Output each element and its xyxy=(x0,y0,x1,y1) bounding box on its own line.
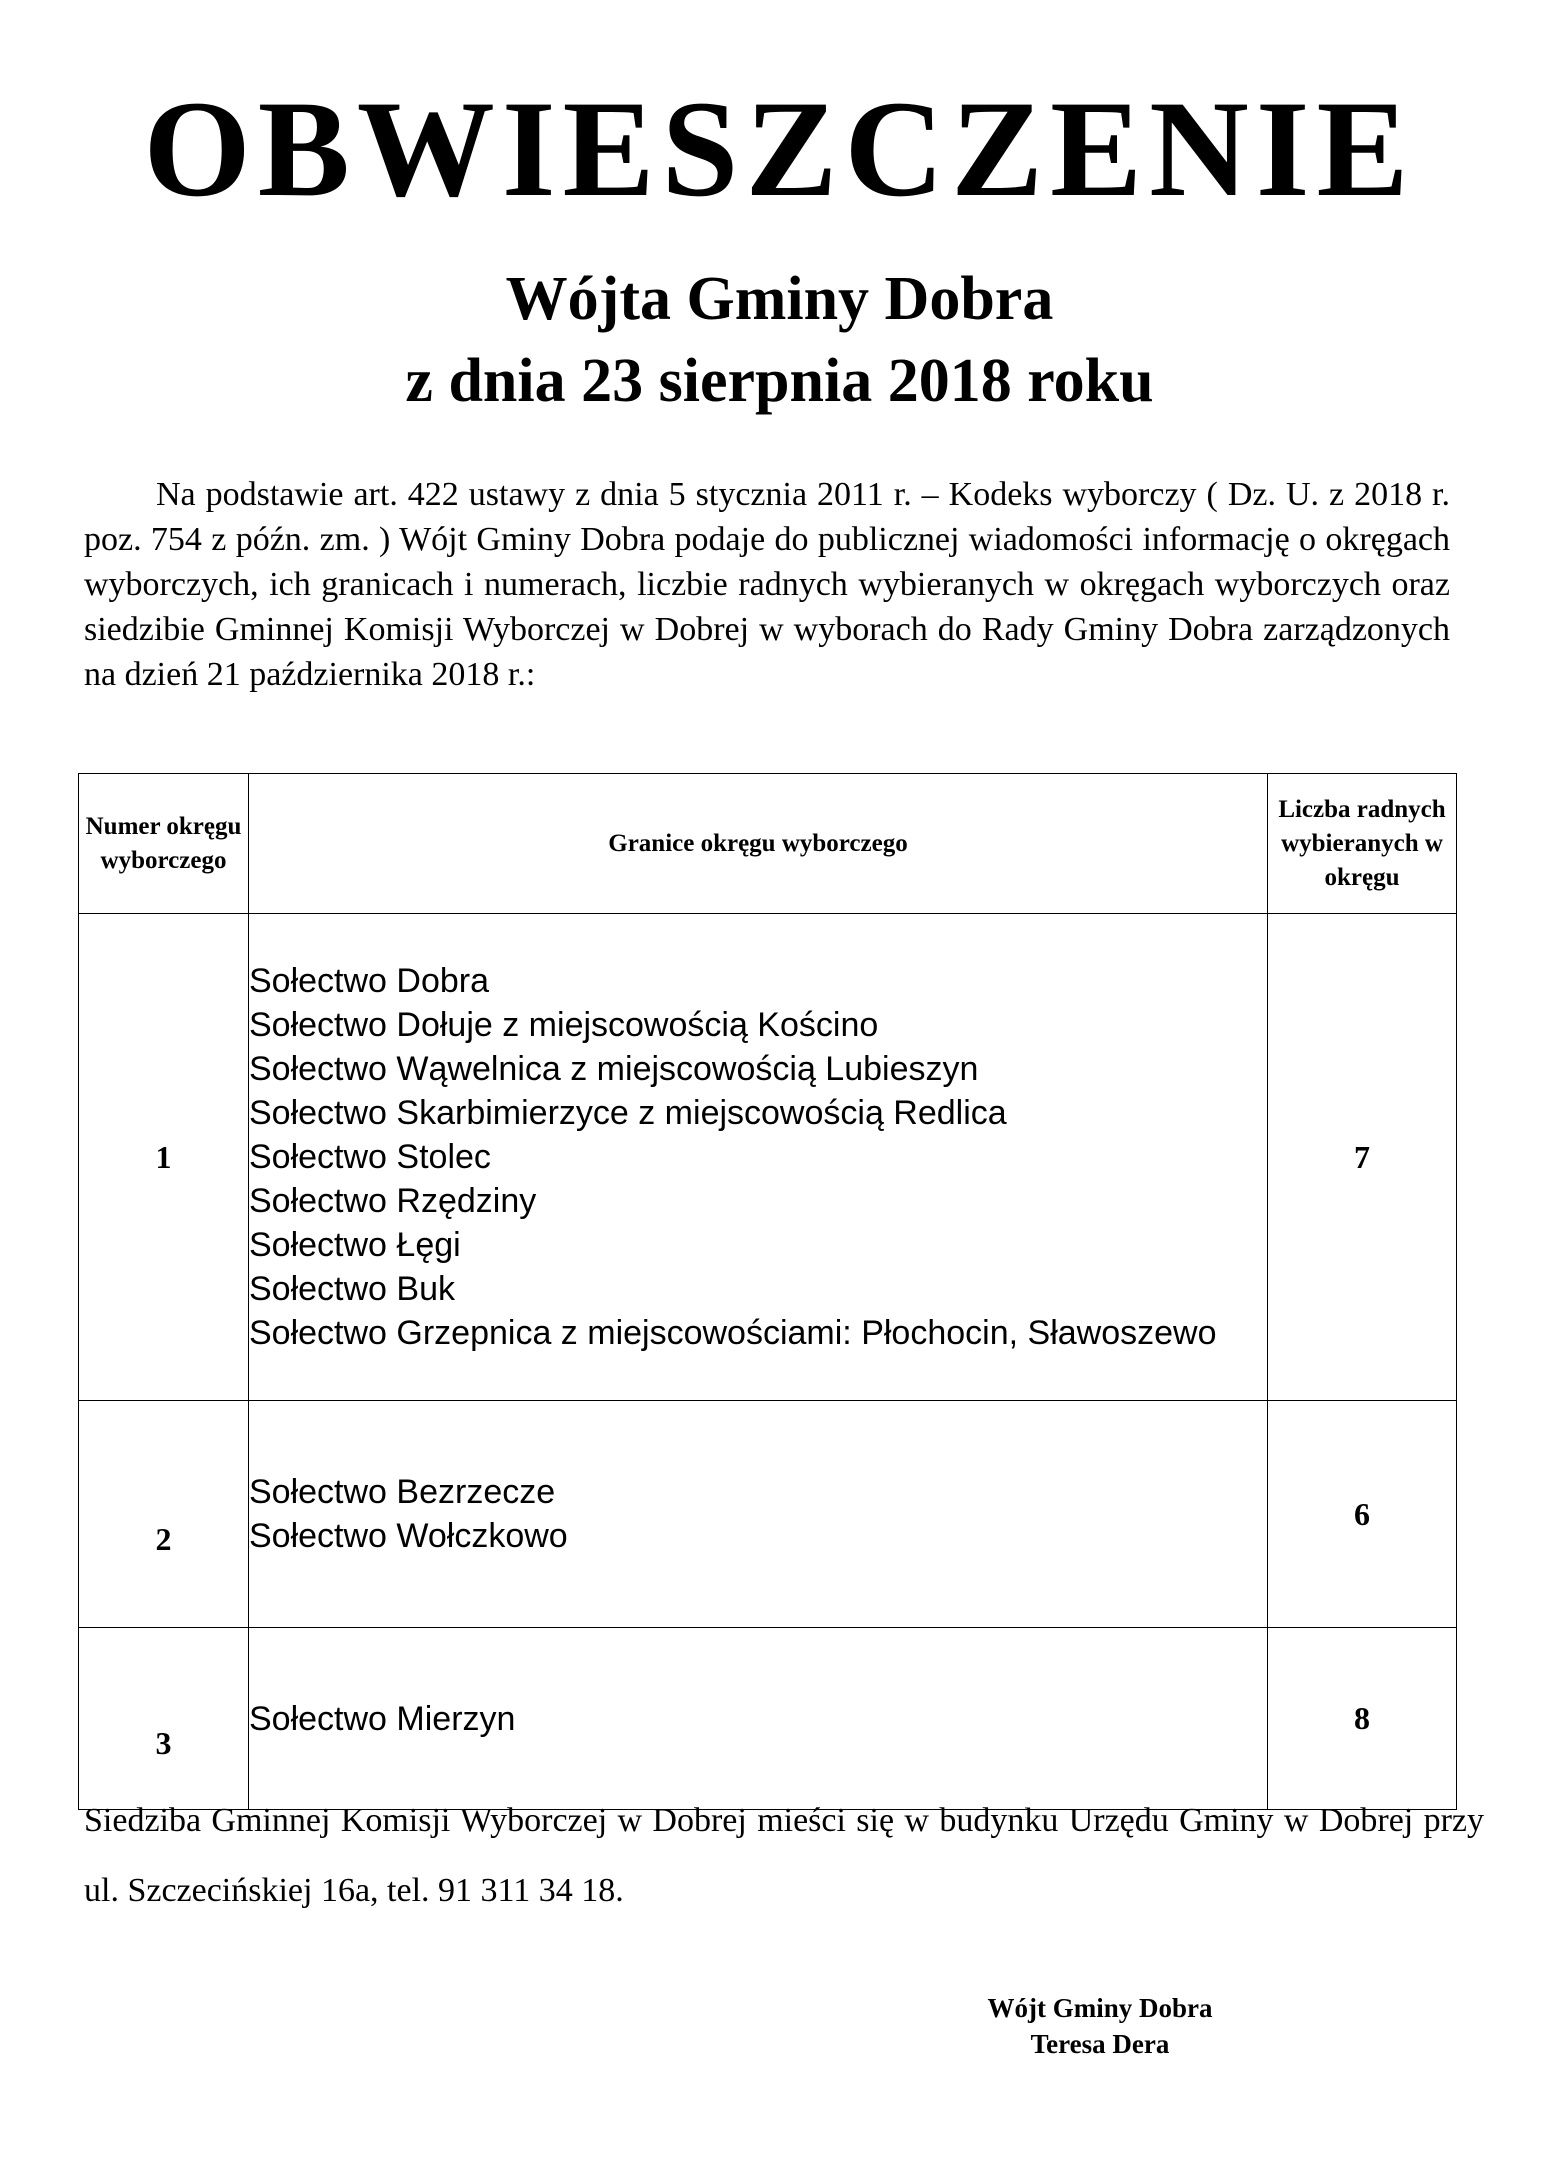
district-areas xyxy=(249,914,1268,1401)
table-header-row xyxy=(79,774,1457,914)
councillors-count: 7 xyxy=(1268,914,1457,1401)
district-areas xyxy=(249,1628,1268,1810)
header-councillors-count: Liczba radnych wybieranych w okręgu xyxy=(1268,774,1457,914)
councillors-count: 6 xyxy=(1268,1401,1457,1628)
area-item: Sołectwo Dołuje z miejscowością Kościno xyxy=(249,1006,879,1044)
intro-paragraph: Na podstawie art. 422 ustawy z dnia 5 stycznia 2011 r. – Kodeks wyborczy ( Dz. U. z 2018 r. poz. 754 z późn. zm. ) Wójt Gminy Dobra podaje do publicznej wiadomości informację o okręgach wyborczych, ich granicach i numerach, liczbie radnych wybieranych w okręgach wyborczych oraz siedzibie Gminnej Komisji Wyborczej w Dobrej w wyborach do Rady Gminy Dobra zarządzonych na dzień 21 października 2018 r.: xyxy=(84,476,1450,693)
area-item: Sołectwo Wąwelnica z miejscowością Lubieszyn xyxy=(249,1050,979,1088)
table-row xyxy=(79,1628,1457,1810)
councillors-count: 8 xyxy=(1268,1628,1457,1810)
table-row xyxy=(79,1401,1457,1628)
signature-title: Wójt Gminy Dobra xyxy=(987,1993,1213,2023)
document-title: OBWIESZCZENIE xyxy=(143,72,1416,225)
area-item: Sołectwo Dobra xyxy=(249,962,490,1000)
area-item: Sołectwo Łęgi xyxy=(249,1226,461,1264)
area-item: Sołectwo Buk xyxy=(249,1270,455,1308)
district-number: 2 xyxy=(79,1401,249,1628)
table-row xyxy=(79,914,1457,1401)
district-number: 1 xyxy=(79,914,249,1401)
area-item: Sołectwo Rzędziny xyxy=(249,1182,537,1220)
area-item: Sołectwo Mierzyn xyxy=(249,1699,516,1738)
document-subtitle-date: z dnia 23 sierpnia 2018 roku xyxy=(405,347,1154,415)
area-item: Sołectwo Grzepnica z miejscowościami: Płochocin, Sławoszewo xyxy=(249,1314,1217,1352)
area-item: Sołectwo Bezrzecze xyxy=(249,1473,556,1511)
signature-block xyxy=(850,1990,1350,2062)
district-areas xyxy=(249,1401,1268,1628)
area-item: Sołectwo Stolec xyxy=(249,1138,491,1176)
area-item: Sołectwo Wołczkowo xyxy=(249,1517,568,1555)
districts-table xyxy=(78,773,1457,1810)
commission-seat-paragraph: Siedziba Gminnej Komisji Wyborczej w Dobrej mieści się w budynku Urzędu Gminy w Dobrej przy ul. Szczecińskiej 16a, tel. 91 311 34 18. xyxy=(84,1802,1484,1909)
document-subtitle-issuer: Wójta Gminy Dobra xyxy=(505,265,1054,333)
signature-name: Teresa Dera xyxy=(1030,2029,1170,2059)
district-number: 3 xyxy=(79,1628,249,1810)
header-district-number: Numer okręgu wyborczego xyxy=(79,774,249,914)
area-item: Sołectwo Skarbimierzyce z miejscowością Redlica xyxy=(249,1094,1007,1132)
header-district-boundaries: Granice okręgu wyborczego xyxy=(249,774,1268,914)
